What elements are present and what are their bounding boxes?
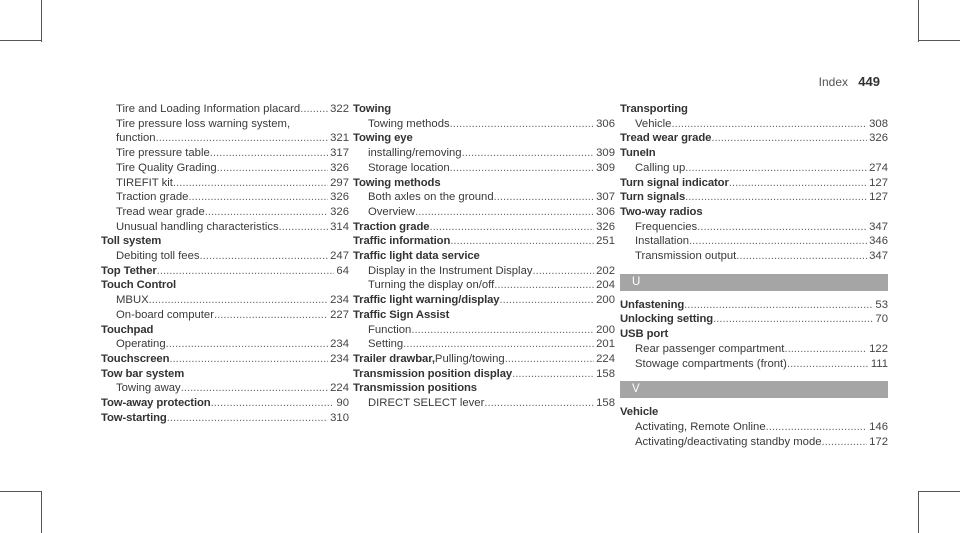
index-entry	[620, 176, 888, 191]
entry-term: Both axles on the ground	[368, 191, 494, 204]
index-subentry	[101, 176, 349, 191]
leader-dots	[462, 146, 595, 161]
index-subentry	[353, 161, 615, 176]
page-reference: 321	[330, 132, 349, 145]
entry-term: Function	[368, 323, 412, 336]
index-subentry	[620, 234, 888, 249]
leader-dots	[784, 342, 867, 357]
entry-term: Touchscreen	[101, 352, 170, 365]
page-reference: 307	[596, 191, 615, 204]
leader-dots	[211, 396, 335, 411]
page-reference: 326	[869, 132, 888, 145]
leader-dots	[279, 220, 329, 235]
page-reference: 306	[596, 117, 615, 130]
page-reference: 200	[596, 323, 615, 336]
index-entry	[620, 131, 888, 146]
page-reference: 227	[330, 308, 349, 321]
page-reference: 146	[869, 420, 888, 433]
index-subentry	[353, 337, 615, 352]
leader-dots	[300, 102, 328, 117]
page-reference: 202	[596, 264, 615, 277]
index-subentry	[620, 435, 888, 450]
entry-term: Turn signal indicator	[620, 176, 729, 189]
leader-dots	[205, 205, 328, 220]
leader-dots	[214, 308, 328, 323]
index-entry	[101, 411, 349, 426]
crop-mark	[41, 0, 42, 42]
entry-term: Frequencies	[635, 220, 698, 233]
index-heading: USB port	[620, 328, 669, 341]
index-subentry	[101, 220, 349, 235]
index-heading: Tow bar system	[101, 367, 185, 380]
index-subentry	[620, 220, 888, 235]
page-reference: 309	[596, 147, 615, 160]
leader-dots	[149, 293, 329, 308]
page-reference: 317	[330, 147, 349, 160]
index-subentry	[101, 337, 349, 352]
running-header: Index	[818, 75, 848, 89]
leader-dots	[713, 312, 873, 327]
page-reference: 158	[596, 397, 615, 410]
index-column-1	[101, 102, 349, 425]
leader-dots	[533, 264, 595, 279]
index-entry	[353, 234, 615, 249]
page-reference: 53	[875, 298, 888, 311]
index-entry	[353, 293, 615, 308]
index-heading: Two-way radios	[620, 205, 703, 218]
index-entry	[353, 352, 615, 367]
index-column-2	[353, 102, 615, 411]
crop-mark	[41, 491, 42, 533]
index-subentry	[353, 323, 615, 338]
index-entry	[353, 220, 615, 235]
page-reference: 111	[870, 357, 888, 370]
entry-term: Tow-starting	[101, 411, 167, 424]
entry-term: Unfastening	[620, 298, 685, 311]
entry-term: Tread wear grade	[116, 205, 205, 218]
crop-mark	[918, 0, 919, 42]
page-reference: 326	[330, 205, 349, 218]
entry-term: Installation	[635, 235, 690, 248]
index-heading: Touch Control	[101, 279, 177, 292]
leader-dots	[167, 411, 328, 426]
page-reference: 326	[330, 191, 349, 204]
leader-dots	[156, 131, 329, 146]
page-reference: 308	[869, 117, 888, 130]
leader-dots	[173, 176, 328, 191]
index-subentry	[353, 396, 615, 411]
leader-dots	[505, 352, 595, 367]
crop-mark	[0, 40, 42, 41]
page-reference: 322	[330, 103, 349, 115]
index-subentry	[101, 308, 349, 323]
entry-term: Turning the display on/off	[368, 279, 495, 292]
entry-term: Vehicle	[635, 117, 672, 130]
index-subentry	[101, 205, 349, 220]
entry-term: Traction grade	[353, 220, 430, 233]
index-subentry	[101, 190, 349, 205]
page-reference: 310	[330, 411, 349, 424]
entry-term: On-board computer	[116, 308, 214, 321]
index-subentry	[353, 190, 615, 205]
entry-term: Calling up	[635, 161, 686, 174]
entry-term: Turn signals	[620, 191, 686, 204]
spacer	[620, 398, 888, 405]
entry-term: Tow-away protection	[101, 397, 211, 410]
entry-term: Activating, Remote Online	[635, 420, 766, 433]
leader-dots	[210, 146, 328, 161]
leader-dots	[736, 249, 867, 264]
index-subentry	[620, 249, 888, 264]
page-reference: 347	[869, 220, 888, 233]
index-entry	[353, 367, 615, 382]
leader-dots	[200, 249, 329, 264]
index-subentry	[353, 117, 615, 132]
leader-dots	[822, 435, 868, 450]
leader-dots	[685, 190, 867, 205]
index-subentry	[353, 264, 615, 279]
entry-term: Setting	[368, 338, 404, 351]
leader-dots	[494, 278, 594, 293]
spacer	[620, 264, 888, 274]
entry-term: Display in the Instrument Display	[368, 264, 533, 277]
page-reference: 200	[596, 294, 615, 307]
entry-term: Overview	[368, 205, 416, 218]
index-entry	[620, 298, 888, 313]
index-entry	[620, 190, 888, 205]
leader-dots	[711, 131, 867, 146]
leader-dots	[685, 161, 867, 176]
entry-term: installing/removing	[368, 147, 462, 160]
spacer	[620, 371, 888, 381]
index-entry	[101, 352, 349, 367]
entry-term: Tread wear grade	[620, 132, 712, 145]
index-subentry	[101, 146, 349, 161]
index-subentry	[101, 381, 349, 396]
page-reference: 346	[869, 235, 888, 248]
page-reference: 224	[330, 382, 349, 395]
page-reference: 314	[330, 220, 349, 233]
page-reference: 158	[596, 367, 615, 380]
index-subentry	[353, 278, 615, 293]
entry-term: function	[116, 132, 156, 145]
page-reference: 347	[869, 250, 888, 263]
entry-term: Rear passenger compartment	[635, 342, 785, 355]
page-reference: 234	[330, 352, 349, 365]
index-letter-heading: V	[620, 381, 888, 398]
page-reference: 201	[596, 338, 615, 351]
index-subentry	[620, 161, 888, 176]
page-reference: 90	[336, 397, 349, 410]
index-heading: Towing eye	[353, 132, 413, 145]
leader-dots	[450, 117, 595, 132]
index-heading: Towing methods	[353, 176, 441, 189]
index-entry	[101, 396, 349, 411]
index-heading: Traffic light data service	[353, 250, 480, 263]
index-entry	[620, 312, 888, 327]
index-subentry	[620, 117, 888, 132]
entry-term: Debiting toll fees	[116, 250, 200, 263]
leader-dots	[157, 264, 335, 279]
index-letter-heading: U	[620, 274, 888, 291]
leader-dots	[484, 396, 594, 411]
leader-dots	[429, 220, 594, 235]
crop-mark	[918, 491, 919, 533]
entry-term: Storage location	[368, 161, 450, 174]
page-reference: 306	[596, 205, 615, 218]
index-heading: Transporting	[620, 103, 688, 115]
entry-term: DIRECT SELECT lever	[368, 397, 485, 410]
index-heading: Traffic Sign Assist	[353, 308, 450, 321]
index-heading: Transmission positions	[353, 382, 477, 395]
leader-dots	[729, 176, 867, 191]
leader-dots	[500, 293, 595, 308]
leader-dots	[697, 220, 867, 235]
entry-term: TIREFIT kit	[116, 176, 173, 189]
page-number: 449	[858, 74, 880, 89]
leader-dots	[787, 357, 869, 372]
entry-term: Trailer drawbar,	[353, 352, 435, 365]
leader-dots	[766, 420, 868, 435]
entry-term: Tire Quality Grading	[116, 161, 217, 174]
page-reference: 247	[330, 250, 349, 263]
index-heading: Towing	[353, 103, 392, 115]
entry-term: Activating/deactivating standby mode	[635, 435, 822, 448]
leader-dots	[684, 298, 873, 313]
index-column-3	[620, 102, 888, 449]
entry-subterm: Pulling/towing	[434, 352, 505, 365]
entry-term: Stowage compartments (front)	[635, 357, 787, 370]
page-reference: 64	[336, 264, 349, 277]
entry-term: Transmission output	[635, 250, 737, 263]
entry-term: Unusual handling characteristics	[116, 220, 279, 233]
entry-term: Tire and Loading Information placard	[116, 103, 301, 115]
page-reference: 326	[596, 220, 615, 233]
leader-dots	[671, 117, 867, 132]
index-heading: Vehicle	[620, 406, 659, 419]
entry-term: Traffic light warning/display	[353, 294, 500, 307]
entry-term: MBUX	[116, 294, 149, 307]
entry-term: Transmission position display	[353, 367, 513, 380]
index-subentry	[101, 249, 349, 264]
entry-term: Towing methods	[368, 117, 450, 130]
leader-dots	[181, 381, 328, 396]
page-reference: 326	[330, 161, 349, 174]
crop-mark	[0, 491, 42, 492]
page-reference: 251	[596, 235, 615, 248]
index-subentry: Tire pressure loss warning system,	[116, 117, 291, 130]
page-reference: 127	[869, 176, 888, 189]
leader-dots	[217, 161, 328, 176]
index-subentry	[101, 131, 349, 146]
leader-dots	[450, 234, 594, 249]
index-heading: TuneIn	[620, 147, 656, 160]
leader-dots	[689, 234, 867, 249]
index-subentry	[101, 102, 349, 117]
entry-term: Towing away	[116, 382, 181, 395]
page-reference: 234	[330, 294, 349, 307]
entry-term: Unlocking setting	[620, 313, 714, 326]
entry-term: Traffic information	[353, 235, 451, 248]
page-reference: 127	[869, 191, 888, 204]
page-reference: 204	[596, 279, 615, 292]
leader-dots	[188, 190, 328, 205]
crop-mark	[918, 491, 960, 492]
spacer	[620, 291, 888, 298]
leader-dots	[411, 323, 594, 338]
leader-dots	[450, 161, 594, 176]
index-heading: Touchpad	[101, 323, 154, 336]
index-subentry	[620, 420, 888, 435]
page-reference: 122	[869, 342, 888, 355]
index-subentry	[353, 146, 615, 161]
index-entry	[101, 264, 349, 279]
page-reference: 297	[330, 176, 349, 189]
entry-term: Tire pressure table	[116, 147, 210, 160]
leader-dots	[512, 367, 594, 382]
leader-dots	[403, 337, 594, 352]
index-subentry	[353, 205, 615, 220]
index-heading: Toll system	[101, 235, 162, 248]
index-subentry	[101, 161, 349, 176]
leader-dots	[169, 352, 328, 367]
crop-mark	[918, 40, 960, 41]
leader-dots	[415, 205, 594, 220]
page-reference: 224	[596, 352, 615, 365]
index-subentry	[620, 342, 888, 357]
leader-dots	[494, 190, 595, 205]
entry-term: Operating	[116, 338, 166, 351]
entry-term: Top Tether	[101, 264, 157, 277]
leader-dots	[166, 337, 329, 352]
entry-term: Traction grade	[116, 191, 189, 204]
index-subentry	[101, 293, 349, 308]
page-reference: 234	[330, 338, 349, 351]
index-subentry	[620, 357, 888, 372]
page-reference: 172	[869, 435, 888, 448]
page-reference: 274	[869, 161, 888, 174]
page-reference: 309	[596, 161, 615, 174]
page-reference: 70	[875, 313, 888, 326]
